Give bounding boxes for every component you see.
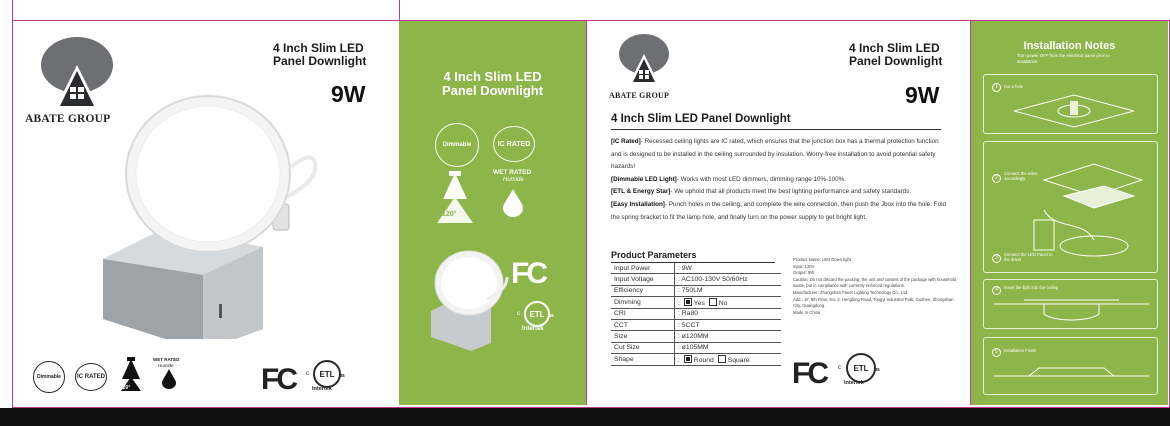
step-text: Cut a hole <box>1004 84 1024 89</box>
install-step <box>983 279 1158 329</box>
side-wet-sub: Humide <box>503 177 524 183</box>
table-row <box>611 342 781 353</box>
back-title-line-1: 4 Inch Slim LED <box>849 41 940 55</box>
insert-illustration <box>994 296 1149 326</box>
feature-label: [Dimmable LED Light] <box>611 175 677 183</box>
step-number: 2 <box>992 174 1001 183</box>
finished-illustration <box>994 360 1149 390</box>
back-wattage: 9W <box>905 82 940 108</box>
ceiling-cut-illustration <box>1014 91 1134 131</box>
fine-print <box>793 257 961 316</box>
param-value: : 750LM <box>675 285 782 296</box>
side-title-line-2: Panel Downlight <box>441 83 544 99</box>
fine-line: Output: 9W <box>793 270 815 276</box>
wet-rated-sub: Humide <box>158 363 174 368</box>
side-title-line-1: 4 Inch Slim LED <box>443 69 542 84</box>
table-row <box>611 319 781 330</box>
param-value: : Ra80 <box>675 308 782 319</box>
param-key: CCT <box>611 319 675 330</box>
dimmable-icon: Dimmable <box>33 361 65 393</box>
checkbox-no <box>709 298 717 306</box>
checkbox-yes <box>684 298 692 306</box>
feature-text: - We uphold that all products meet the best lighting performance and safety standards. <box>670 188 912 196</box>
param-value: : ø105MM <box>675 342 782 353</box>
side-dimmable-icon: Dimmable <box>435 123 479 167</box>
step-number: 3 <box>992 254 1001 263</box>
feature-item <box>611 136 946 174</box>
param-value: : ø120MM <box>675 331 782 342</box>
ic-rated-icon: IC RATED <box>75 363 107 391</box>
side-panel-left <box>399 21 586 405</box>
step-number: 1 <box>992 83 1001 92</box>
side-drop-icon <box>503 189 523 217</box>
fc-mark: FC <box>261 363 295 396</box>
wet-rated-label: WET RATED <box>153 357 180 362</box>
dimming-no: No <box>718 299 728 307</box>
install-panel <box>970 21 1168 405</box>
table-row <box>611 308 781 319</box>
feature-text: - Works with most LED dimmers, dimming range 10%-100%. <box>676 175 847 183</box>
side-etl-mark: ETL <box>524 301 550 327</box>
param-value: : 5CCT <box>675 319 782 330</box>
feature-label: [Easy Installation] <box>611 200 665 208</box>
wiring-illustration <box>1024 150 1144 266</box>
side-fc-mark: FC <box>511 257 545 290</box>
title-line-1: 4 Inch Slim LED <box>273 41 364 55</box>
product-photo <box>83 79 333 339</box>
dimming-yes: Yes <box>693 299 705 307</box>
back-brand-name: ABATE GROUP <box>609 91 670 100</box>
table-row <box>611 263 781 274</box>
feature-list <box>611 136 946 224</box>
back-etl-mark: ETL <box>846 353 876 383</box>
side-beam-label: 120° <box>442 211 457 218</box>
beam-angle-label: 120° <box>120 385 131 391</box>
param-key: Size <box>611 331 675 342</box>
fine-line: Add.: 1#, 5th Floor, No. 2, Hengbing Road, Tongyi Industrial Park, Guzhen, Zhongshan City, Guangdong. <box>793 296 954 309</box>
param-key: Efficiency <box>611 285 675 296</box>
etl-mark: ETL <box>313 360 341 388</box>
side-wet-label: WET RATED <box>493 169 532 176</box>
param-key: Cut Size <box>611 342 675 353</box>
feature-label: [IC Rated] <box>611 138 641 145</box>
wattage: 9W <box>331 81 366 107</box>
back-intertek: Intertek <box>844 380 864 386</box>
side-product-photo <box>427 247 511 351</box>
fine-line: Manufacturer: Zhongshan Faner Lighting Technology Co., Ltd. <box>793 289 909 295</box>
back-panel <box>586 21 971 405</box>
step-text: Connect the LED Panel to the driver <box>1004 252 1053 262</box>
param-value: : Yes No <box>675 297 782 308</box>
step-text: Installation Finish <box>1004 348 1037 353</box>
back-brand-logo <box>611 33 677 95</box>
shape-round: Round <box>693 356 714 364</box>
front-panel <box>13 21 398 405</box>
table-row <box>611 331 781 342</box>
param-value: : AC100-130V 50/60Hz <box>675 274 782 285</box>
fine-line: Input: 120V <box>793 263 815 269</box>
water-drop-icon <box>162 369 176 389</box>
back-fc-mark: FC <box>792 357 826 390</box>
install-step <box>983 337 1158 395</box>
intertek-label: Intertek <box>312 386 332 392</box>
install-step <box>983 141 1158 273</box>
side-etl-c: c <box>517 311 520 317</box>
dieline-flap <box>12 0 400 21</box>
side-intertek: Intertek <box>522 326 544 332</box>
fine-line: Made In China <box>793 309 821 315</box>
feature-text: - Punch holes in the ceiling, and complete the wire connection, then push the Jbox into the hole. Fold the spring bracket to fit the lamp hole, and finally turn on the power supply to get bright light. <box>611 200 946 221</box>
checkbox-square <box>718 355 726 363</box>
table-row <box>611 285 781 296</box>
table-row <box>611 354 781 365</box>
step-number: 5 <box>992 348 1001 357</box>
side-ic-rated-icon: IC RATED <box>493 126 535 162</box>
param-key: Dimming <box>611 297 675 308</box>
feature-item <box>611 174 946 187</box>
params-table <box>611 263 781 366</box>
fine-line: Caution: Do not discard the packing, the unit and content of the package with household waste, but in compliance with currently enforced regulations. <box>793 276 957 289</box>
product-title <box>273 42 366 67</box>
install-subtitle: Turn power OFF from the electrical panel prior to installation. <box>1017 53 1110 64</box>
param-key: Shape <box>611 354 675 365</box>
back-title-line-2: Panel Downlight <box>849 53 943 68</box>
back-product-title <box>849 42 942 67</box>
side-etl-us: us <box>548 313 554 319</box>
shape-square: Square <box>727 356 750 364</box>
params-title: Product Parameters <box>611 250 697 260</box>
title-line-2: Panel Downlight <box>273 53 367 68</box>
back-etl-us: us <box>874 367 880 373</box>
feature-item <box>611 199 946 224</box>
headline-rule <box>611 129 941 130</box>
headline: 4 Inch Slim LED Panel Downlight <box>611 113 791 125</box>
feature-label: [ETL & Energy Star] <box>611 188 671 196</box>
param-key: CRI <box>611 308 675 319</box>
install-title: Installation Notes <box>1023 40 1116 52</box>
step-text: Connect the wires accordingly <box>1004 171 1038 181</box>
fine-line: Product Name: LED Down light <box>793 257 851 262</box>
footer-bar <box>0 408 1170 426</box>
side-beam-icon <box>435 171 475 227</box>
etl-c: c <box>306 371 309 377</box>
etl-us: us <box>339 373 345 379</box>
install-step <box>983 74 1158 134</box>
feature-text: - Recessed ceiling lights are IC rated, which ensures that the junction box has a thermal protection function and is designed to be installed in the ceiling surrounded by insulation. Worry-free installation to avoid potential safety hazards! <box>611 138 939 171</box>
checkbox-round <box>684 355 692 363</box>
side-title <box>399 70 586 99</box>
param-value: : Round Square <box>675 354 782 365</box>
feature-item <box>611 186 946 199</box>
param-key: Input Power <box>611 263 675 274</box>
step-text: Insert the light into the ceiling <box>1004 285 1059 290</box>
brand-name: ABATE GROUP <box>25 113 111 125</box>
param-key: Input Voltage <box>611 274 675 285</box>
table-row <box>611 297 781 308</box>
back-etl-c: c <box>838 365 841 371</box>
step-number: 4 <box>992 286 1001 295</box>
table-row <box>611 274 781 285</box>
param-value: : 9W <box>675 263 782 274</box>
